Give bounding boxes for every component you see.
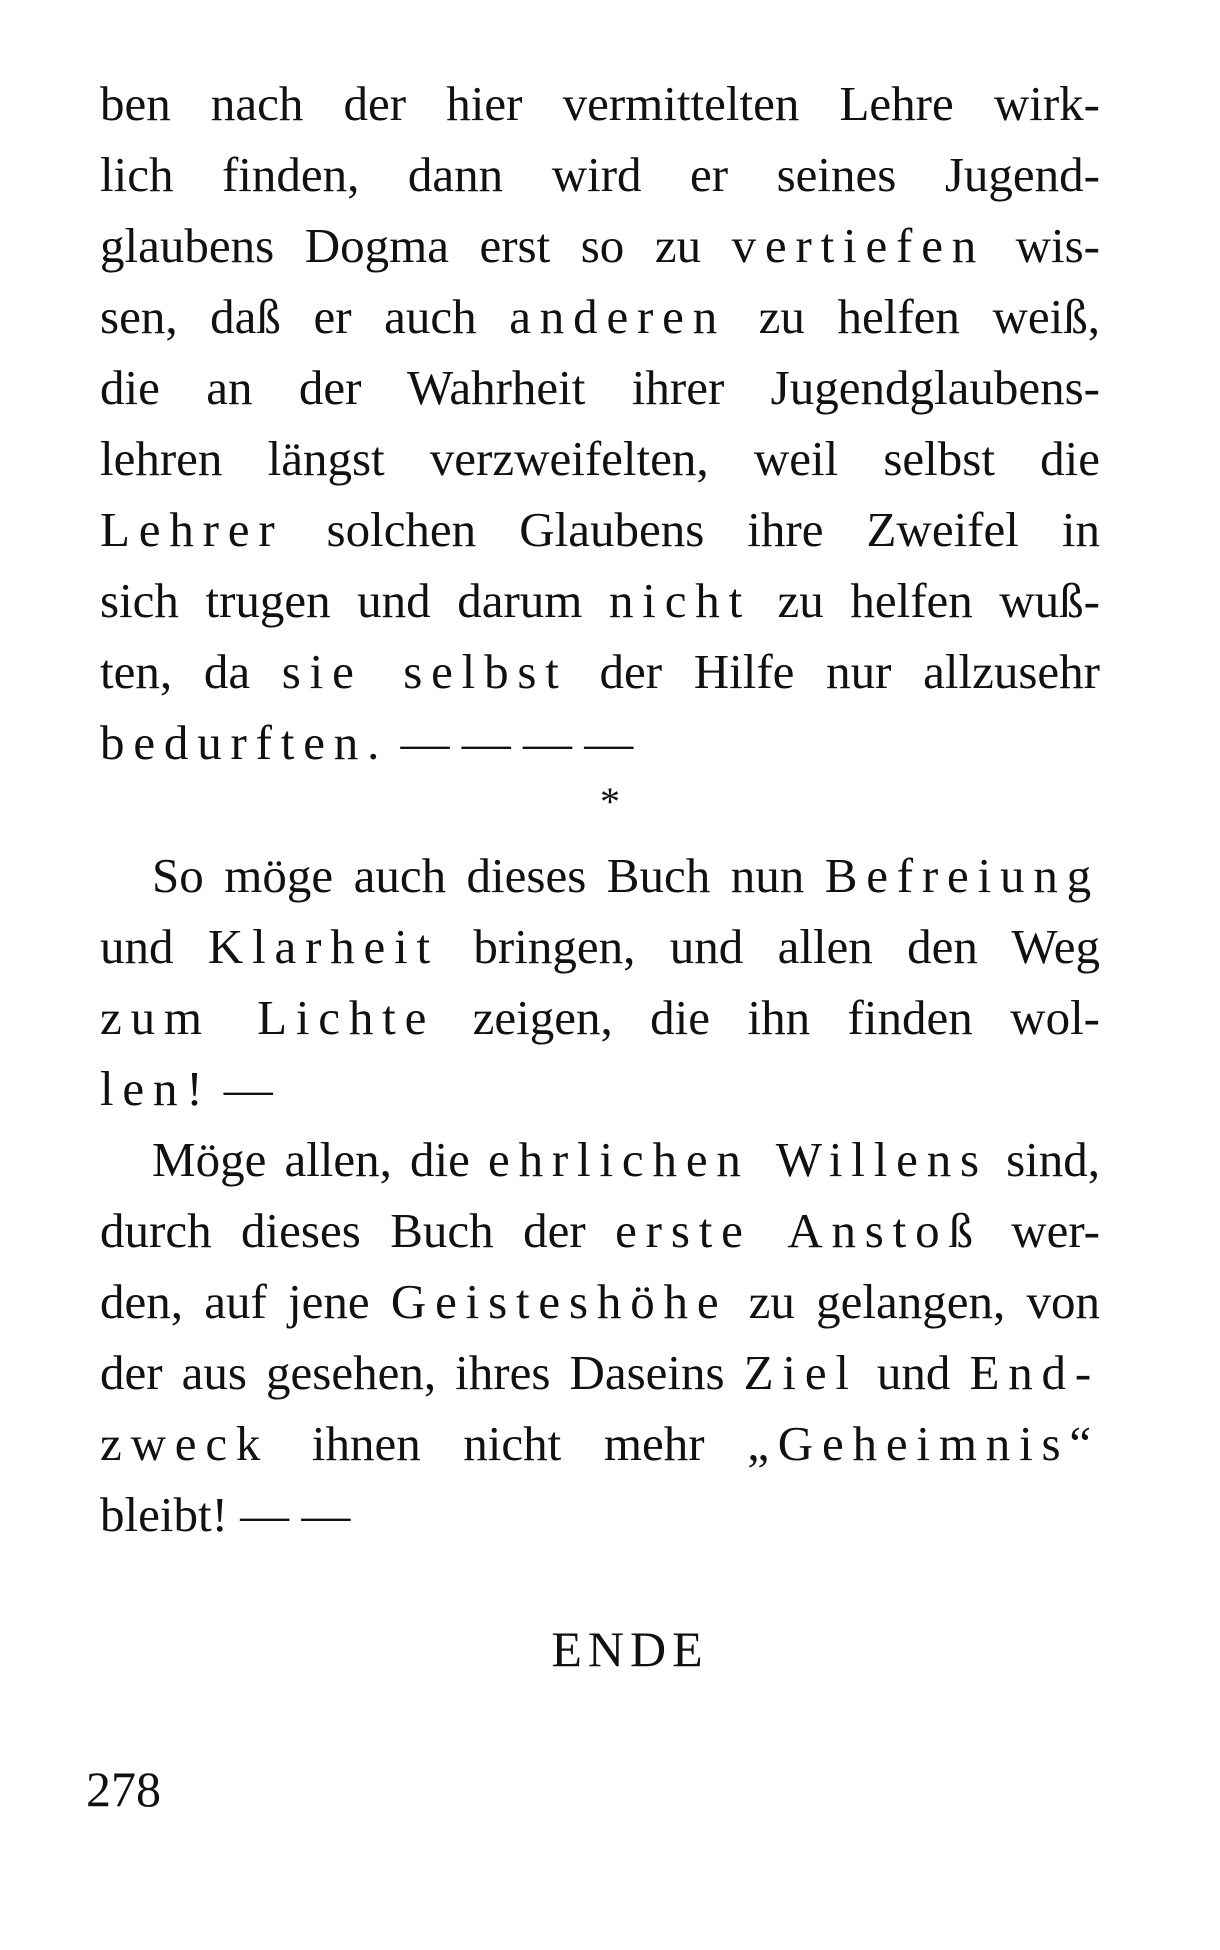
emphasis: Klarheit: [207, 919, 439, 974]
text-line: der aus gesehen, ihres Daseins Ziel und End-: [100, 1345, 1100, 1400]
text-line: zum Lichte zeigen, die ihn finden wol-: [100, 990, 1100, 1045]
paragraph-2: [100, 840, 1100, 1124]
emphasis: Geisteshöhe: [390, 1274, 728, 1329]
text-line: ben nach der hier vermittelten Lehre wirk-: [100, 76, 1100, 131]
emphasis: vertiefen: [731, 218, 986, 273]
text-line: bleibt! — —: [100, 1487, 351, 1542]
text-line: die an der Wahrheit ihrer Jugendglaubens-: [100, 360, 1100, 415]
page-number: 278: [86, 1761, 161, 1817]
paragraph-3: [100, 1124, 1100, 1550]
text-line: glaubens Dogma erst so zu vertiefen wis-: [100, 218, 1100, 273]
section-separator: *: [600, 779, 620, 824]
emphasis: zweck: [100, 1416, 270, 1471]
emphasis: Befreiung: [824, 848, 1100, 903]
ende-heading: ENDE: [551, 1621, 709, 1677]
emphasis: ehrlichen Willens: [488, 1132, 988, 1187]
text-line: sich trugen und darum nicht zu helfen wuß-: [100, 573, 1100, 628]
text-line: ten, da sie selbst der Hilfe nur allzusehr: [100, 644, 1100, 699]
emphasis: sie selbst: [281, 644, 568, 699]
text-line: sen, daß er auch anderen zu helfen weiß,: [100, 289, 1100, 344]
text-line: zweck ihnen nicht mehr „Geheimnis“: [100, 1416, 1100, 1471]
text-line: den, auf jene Geisteshöhe zu gelangen, von: [100, 1274, 1100, 1329]
text-line: lich finden, dann wird er seines Jugend-: [100, 147, 1100, 202]
text-line: durch dieses Buch der erste Anstoß wer-: [100, 1203, 1101, 1258]
emphasis: End-: [969, 1345, 1100, 1400]
emphasis: len!: [100, 1061, 212, 1116]
text-line: Lehrer solchen Glaubens ihre Zweifel in: [100, 502, 1100, 557]
text-line: len! —: [100, 1061, 273, 1116]
paragraph-1: [100, 68, 1100, 778]
text-line: und Klarheit bringen, und allen den Weg: [100, 919, 1101, 974]
text-line: bedurften. — — — —: [100, 715, 634, 770]
emphasis: zum Lichte: [100, 990, 436, 1045]
emphasis: Ziel: [743, 1345, 858, 1400]
emphasis: Lehrer: [100, 502, 284, 557]
emphasis: erste Anstoß: [615, 1203, 982, 1258]
text-line: So möge auch dieses Buch nun Befreiung: [152, 848, 1100, 903]
emphasis: anderen: [509, 289, 727, 344]
emphasis: bedurften.: [100, 715, 389, 770]
emphasis: „Geheimnis“: [747, 1416, 1100, 1471]
text-line: Möge allen, die ehrlichen Willens sind,: [152, 1132, 1101, 1187]
emphasis: nicht: [608, 573, 752, 628]
text-line: lehren längst verzweifelten, weil selbst die: [100, 431, 1100, 486]
